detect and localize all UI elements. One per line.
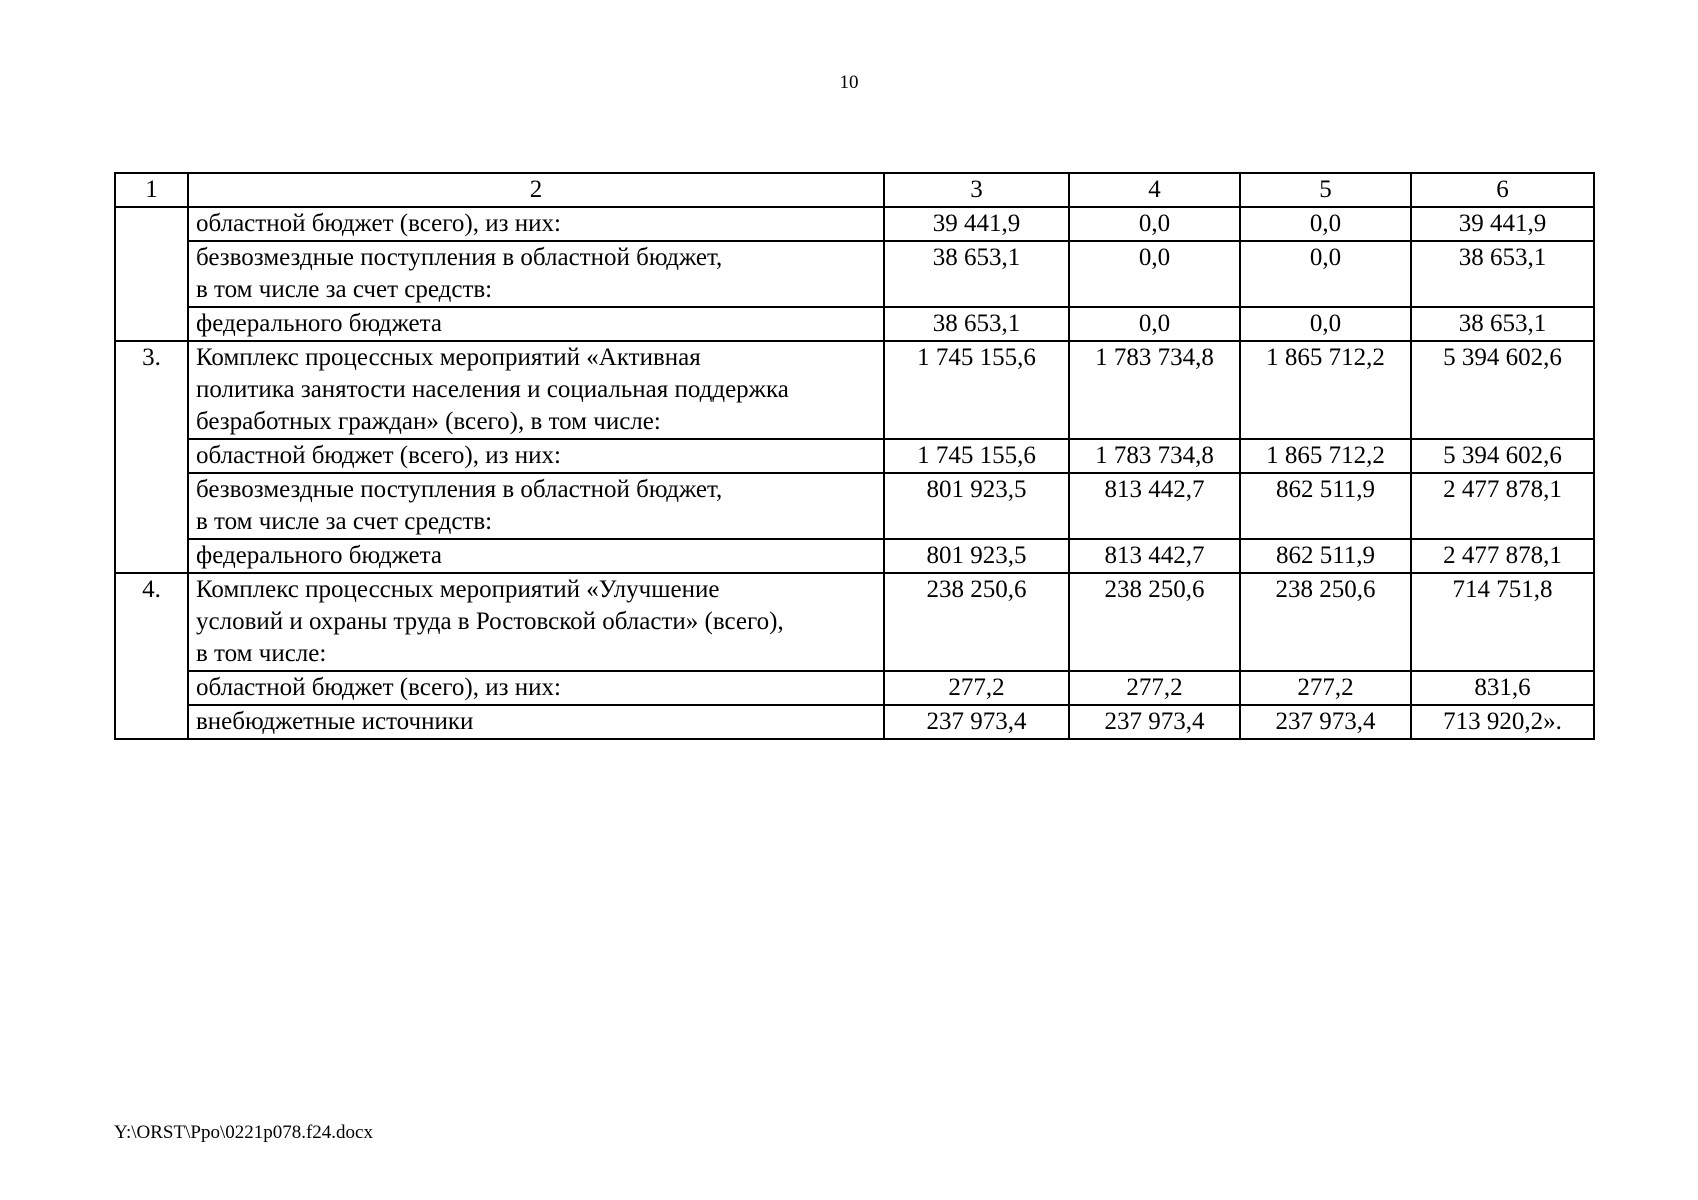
value-cell: 238 250,6: [884, 573, 1069, 671]
row-label: федерального бюджета: [188, 539, 884, 573]
value-cell: 38 653,1: [884, 307, 1069, 341]
file-path-footer: Y:\ORST\Ppo\0221p078.f24.docx: [114, 1122, 373, 1143]
value-cell: 5 394 602,6: [1411, 439, 1594, 473]
row-label: федерального бюджета: [188, 307, 884, 341]
column-header: 1: [115, 173, 188, 207]
table-row: [115, 207, 1594, 241]
table-header-row: [115, 173, 1594, 207]
column-header: 3: [884, 173, 1069, 207]
row-label: Комплекс процессных мероприятий «Активная политика занятости населения и социальная поддержка безработных граждан» (всего), в том числе:: [188, 341, 884, 439]
value-cell: 238 250,6: [1069, 573, 1240, 671]
row-label: Комплекс процессных мероприятий «Улучшение условий и охраны труда в Ростовской области» (всего), в том числе:: [188, 573, 884, 671]
value-cell: 1 745 155,6: [884, 439, 1069, 473]
value-cell: 713 920,2».: [1411, 705, 1594, 739]
value-cell: 831,6: [1411, 671, 1594, 705]
value-cell: 1 783 734,8: [1069, 439, 1240, 473]
value-cell: 5 394 602,6: [1411, 341, 1594, 439]
table-row: [115, 341, 1594, 439]
value-cell: 0,0: [1069, 307, 1240, 341]
row-label: областной бюджет (всего), из них:: [188, 671, 884, 705]
value-cell: 237 973,4: [1069, 705, 1240, 739]
table-row: [115, 473, 1594, 539]
row-number: 3.: [115, 341, 188, 573]
value-cell: 2 477 878,1: [1411, 539, 1594, 573]
value-cell: 277,2: [1240, 671, 1411, 705]
row-label: безвозмездные поступления в областной бюджет, в том числе за счет средств:: [188, 473, 884, 539]
column-header: 4: [1069, 173, 1240, 207]
row-number: 4.: [115, 573, 188, 739]
value-cell: 39 441,9: [884, 207, 1069, 241]
page-number: 10: [839, 72, 859, 93]
value-cell: 0,0: [1069, 207, 1240, 241]
value-cell: 0,0: [1069, 241, 1240, 307]
value-cell: 237 973,4: [884, 705, 1069, 739]
value-cell: 238 250,6: [1240, 573, 1411, 671]
value-cell: 38 653,1: [884, 241, 1069, 307]
column-header: 2: [188, 173, 884, 207]
value-cell: 1 783 734,8: [1069, 341, 1240, 439]
value-cell: 1 745 155,6: [884, 341, 1069, 439]
value-cell: 0,0: [1240, 307, 1411, 341]
table-row: [115, 573, 1594, 671]
table-row: [115, 705, 1594, 739]
value-cell: 801 923,5: [884, 539, 1069, 573]
row-number: [115, 207, 188, 341]
row-label: безвозмездные поступления в областной бюджет, в том числе за счет средств:: [188, 241, 884, 307]
table-row: [115, 241, 1594, 307]
value-cell: 813 442,7: [1069, 473, 1240, 539]
column-header: 6: [1411, 173, 1594, 207]
value-cell: 1 865 712,2: [1240, 439, 1411, 473]
value-cell: 714 751,8: [1411, 573, 1594, 671]
value-cell: 237 973,4: [1240, 705, 1411, 739]
value-cell: 0,0: [1240, 241, 1411, 307]
value-cell: 38 653,1: [1411, 307, 1594, 341]
value-cell: 862 511,9: [1240, 473, 1411, 539]
value-cell: 0,0: [1240, 207, 1411, 241]
value-cell: 38 653,1: [1411, 241, 1594, 307]
table-row: [115, 307, 1594, 341]
budget-table: [114, 172, 1595, 740]
value-cell: 39 441,9: [1411, 207, 1594, 241]
value-cell: 2 477 878,1: [1411, 473, 1594, 539]
table-row: [115, 439, 1594, 473]
value-cell: 813 442,7: [1069, 539, 1240, 573]
value-cell: 277,2: [1069, 671, 1240, 705]
table-row: [115, 671, 1594, 705]
value-cell: 277,2: [884, 671, 1069, 705]
column-header: 5: [1240, 173, 1411, 207]
value-cell: 862 511,9: [1240, 539, 1411, 573]
value-cell: 801 923,5: [884, 473, 1069, 539]
row-label: областной бюджет (всего), из них:: [188, 207, 884, 241]
table-row: [115, 539, 1594, 573]
value-cell: 1 865 712,2: [1240, 341, 1411, 439]
row-label: областной бюджет (всего), из них:: [188, 439, 884, 473]
row-label: внебюджетные источники: [188, 705, 884, 739]
